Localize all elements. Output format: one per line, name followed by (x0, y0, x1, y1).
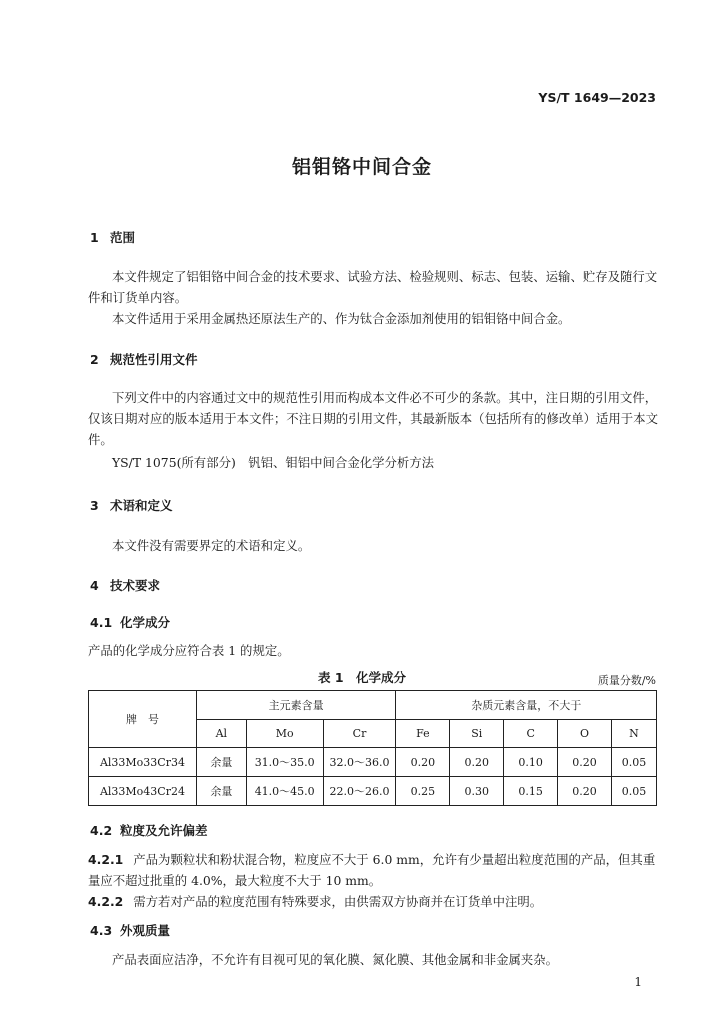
cell-c: 0.10 (504, 748, 558, 777)
cell-grade: Al33Mo43Cr24 (89, 777, 197, 806)
subsection-number: 4.2 (90, 823, 113, 838)
subsection-title: 外观质量 (120, 923, 171, 938)
section-number: 2 (90, 352, 99, 367)
cell-al: 余量 (196, 748, 246, 777)
table-row (89, 777, 657, 806)
section-title: 术语和定义 (110, 498, 173, 513)
section-number: 1 (90, 230, 99, 245)
cell-grade: Al33Mo33Cr34 (89, 748, 197, 777)
section-heading-terms (90, 496, 173, 514)
clause-number: 4.2.2 (88, 894, 124, 909)
section-heading-references (90, 350, 198, 368)
subsection-heading-particle-size (90, 821, 208, 839)
cell-c: 0.15 (504, 777, 558, 806)
section-title: 技术要求 (110, 578, 161, 593)
scope-paragraph-2: 本文件适用于采用金属热还原法生产的、作为钛合金添加剂使用的铝钼铬中间合金。 (112, 311, 571, 326)
subsection-title: 粒度及允许偏差 (120, 823, 208, 838)
table-title: 表 1 化学成分 (317, 670, 407, 685)
appearance-paragraph: 产品表面应洁净，不允许有目视可见的氧化膜、氮化膜、其他金属和非金属夹杂。 (112, 952, 559, 967)
grade-header: 牌 号 (89, 691, 197, 748)
cell-fe: 0.20 (396, 748, 450, 777)
column-header-n: N (611, 720, 656, 748)
impurity-elements-header: 杂质元素含量，不大于 (396, 691, 657, 720)
chemical-composition-table (88, 690, 657, 806)
section-title: 规范性引用文件 (110, 352, 198, 367)
cell-o: 0.20 (558, 748, 612, 777)
references-paragraph-2: YS/T 1075(所有部分) 钒铝、钼铝中间合金化学分析方法 (112, 455, 435, 470)
cell-fe: 0.25 (396, 777, 450, 806)
column-header-fe: Fe (396, 720, 450, 748)
column-header-cr: Cr (323, 720, 396, 748)
section-number: 3 (90, 498, 99, 513)
subsection-number: 4.3 (90, 923, 113, 938)
section-number: 4 (90, 578, 99, 593)
standard-code: YS/T 1649—2023 (538, 90, 656, 105)
cell-mo: 41.0～45.0 (246, 777, 323, 806)
section-heading-requirements (90, 576, 160, 594)
chemistry-intro: 产品的化学成分应符合表 1 的规定。 (88, 643, 290, 658)
column-header-c: C (504, 720, 558, 748)
table-row (89, 748, 657, 777)
cell-o: 0.20 (558, 777, 612, 806)
main-elements-header: 主元素含量 (196, 691, 396, 720)
cell-cr: 32.0～36.0 (323, 748, 396, 777)
cell-mo: 31.0～35.0 (246, 748, 323, 777)
scope-paragraph-1: 本文件规定了铝钼铬中间合金的技术要求、试验方法、检验规则、标志、包装、运输、贮存及随行文件和订货单内容。 (88, 269, 658, 305)
cell-si: 0.20 (450, 748, 504, 777)
cell-cr: 22.0～26.0 (323, 777, 396, 806)
subsection-heading-chemistry (90, 613, 170, 631)
section-title: 范围 (110, 230, 136, 245)
column-header-al: Al (196, 720, 246, 748)
cell-n: 0.05 (611, 777, 656, 806)
section-heading-scope (90, 228, 135, 246)
subsection-number: 4.1 (90, 615, 113, 630)
table-unit-note: 质量分数/% (597, 674, 656, 687)
terms-paragraph: 本文件没有需要界定的术语和定义。 (112, 538, 311, 553)
cell-al: 余量 (196, 777, 246, 806)
subsection-heading-appearance (90, 921, 170, 939)
column-header-mo: Mo (246, 720, 323, 748)
references-paragraph-1: 下列文件中的内容通过文中的规范性引用而构成本文件必不可少的条款。其中，注日期的引用文件，仅该日期对应的版本适用于本文件；不注日期的引用文件，其最新版本（包括所有的修改单）适用于本文件。 (88, 390, 658, 447)
cell-n: 0.05 (611, 748, 656, 777)
subsection-title: 化学成分 (120, 615, 171, 630)
particle-size-clause-2 (88, 891, 658, 912)
clause-text: 需方若对产品的粒度范围有特殊要求，由供需双方协商并在订货单中注明。 (133, 894, 543, 909)
column-header-si: Si (450, 720, 504, 748)
clause-number: 4.2.1 (88, 852, 124, 867)
document-title: 铝钼铬中间合金 (291, 156, 432, 178)
column-header-o: O (558, 720, 612, 748)
page-number: 1 (634, 975, 642, 989)
cell-si: 0.30 (450, 777, 504, 806)
particle-size-clause-1 (88, 849, 658, 891)
clause-text: 产品为颗粒状和粉状混合物，粒度应不大于 6.0 mm，允许有少量超出粒度范围的产品，但其重量应不超过批重的 4.0%，最大粒度不大于 10 mm。 (88, 852, 656, 888)
